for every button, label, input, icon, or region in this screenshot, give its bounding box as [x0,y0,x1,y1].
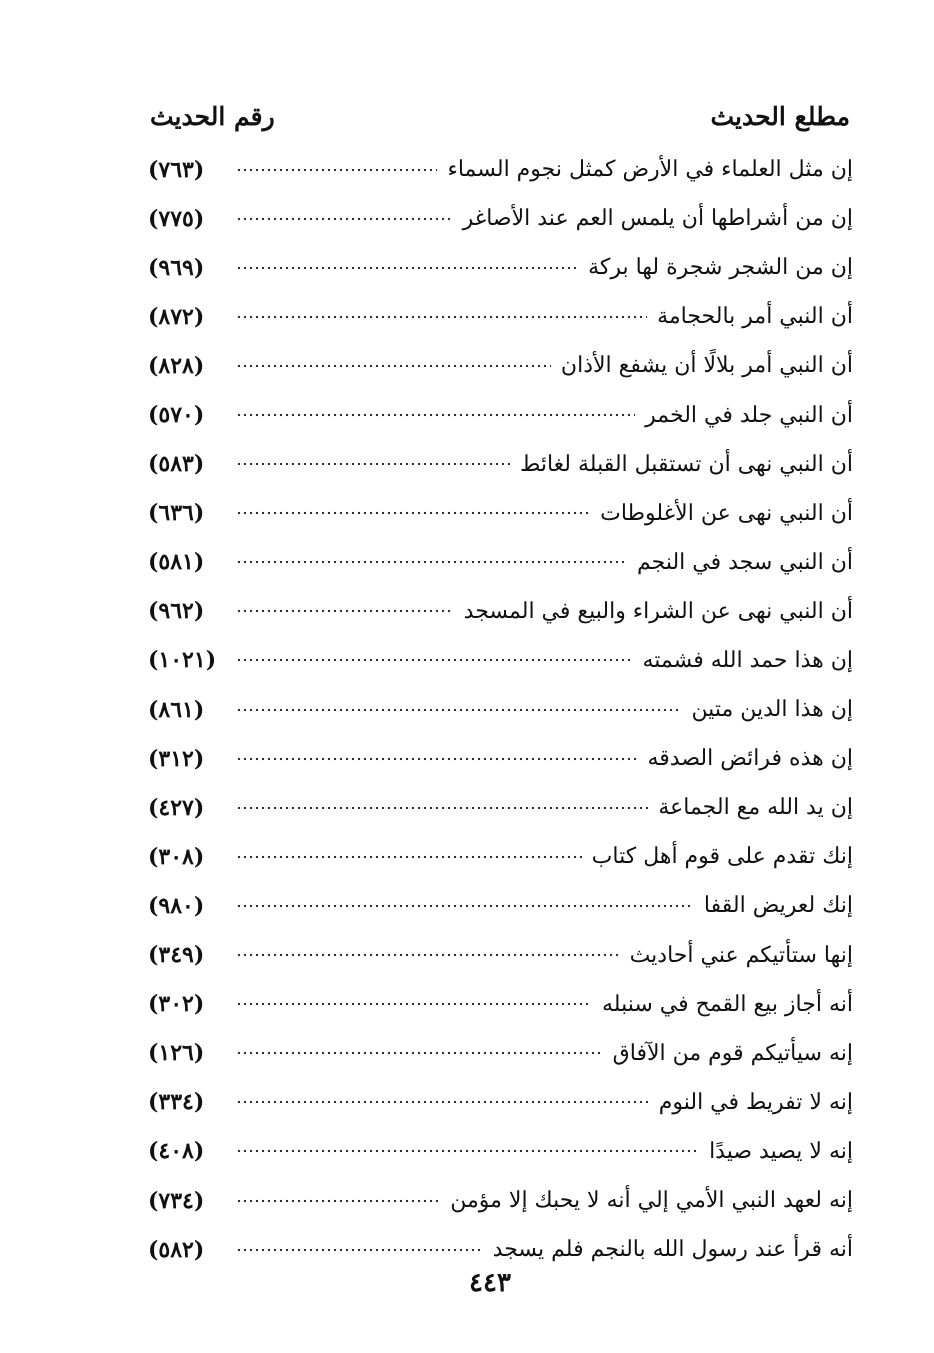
entry-text: إنه لا يصيد صيدًا [709,1138,853,1164]
index-entry [148,292,853,341]
entry-number: (٧٣٤) [148,1187,205,1214]
index-entry [148,1225,853,1274]
entry-text: إن من أشراطها أن يلمس العم عند الأصاغر [462,206,853,232]
entry-number: (٣٤٩) [148,942,205,969]
dot-leader [236,952,620,958]
entry-number: (٣١٢) [148,745,205,772]
dot-leader [236,314,647,320]
entry-text: أن النبي نهى أن تستقبل القبلة لغائط [519,451,853,477]
entry-number: (٥٨٣) [148,451,205,478]
dot-leader [236,412,635,418]
dot-leader [236,1001,592,1007]
dot-leader [236,461,510,467]
index-entry [148,390,853,439]
index-entry [148,881,853,930]
dot-leader [236,707,681,713]
entry-text: أن النبي أمر بالحجامة [657,304,853,330]
index-entry [148,980,853,1029]
entry-number: (٨٢٨) [148,352,205,379]
entry-text: إنك لعريض القفا [703,893,853,919]
dot-leader [236,559,627,565]
dot-leader [236,510,590,516]
dot-leader [236,1247,483,1253]
entry-text: إنه لا تفريط في النوم [658,1089,853,1115]
entry-text: إنه سيأتيكم قوم من الآفاق [612,1040,853,1066]
dot-leader [236,216,453,222]
header-hadith-number: رقم الحديث [150,101,275,131]
dot-leader [236,1099,649,1105]
dot-leader [236,903,694,909]
dot-leader [236,608,454,614]
dot-leader [236,854,582,860]
entry-number: (٦٣٦) [148,500,205,527]
dot-leader [236,1198,440,1204]
entry-number: (٧٦٣) [148,156,205,183]
entry-number: (٨٧٢) [148,303,205,330]
entry-text: إن يد الله مع الجماعة [658,795,853,821]
entry-number: (٥٨١) [148,549,205,576]
dot-leader [236,363,551,369]
entry-text: أن النبي جلد في الخمر [645,402,853,428]
entry-text: إنه لعهد النبي الأمي إلي أنه لا يحبك إلا مؤمن [450,1188,853,1214]
entry-text: أن النبي نهى عن الشراء والبيع في المسجد [463,598,853,624]
dot-leader [236,1148,699,1154]
column-headers [150,92,850,140]
dot-leader [236,657,632,663]
entry-text: إن هذه فرائض الصدقه [647,746,853,772]
entry-number: (٣٣٤) [148,1089,205,1116]
index-entry [148,145,853,194]
entry-number: (٩٦٩) [148,254,205,281]
dot-leader [236,756,637,762]
index-entry [148,538,853,587]
entry-text: إنها ستأتيكم عني أحاديث [629,942,853,968]
entry-number: (٩٦٢) [148,598,205,625]
entry-number: (١٠٢١) [148,647,217,674]
header-hadith-opening: مطلع الحديث [710,101,850,131]
entry-number: (٧٧٥) [148,205,205,232]
index-entry [148,783,853,832]
entry-number: (٤٢٧) [148,794,205,821]
entry-text: أن النبي سجد في النجم [636,549,853,575]
entry-number: (٤٠٨) [148,1138,205,1165]
index-entry [148,1176,853,1225]
index-entry [148,636,853,685]
index-entry [148,194,853,243]
page-number: ٤٤٣ [469,1268,511,1298]
entry-text: أنه قرأ عند رسول الله بالنجم فلم يسجد [492,1237,853,1263]
entry-text: أنه أجاز بيع القمح في سنبله [601,991,853,1017]
entry-text: إن هذا حمد الله فشمته [642,647,853,673]
index-entry [148,832,853,881]
index-entry [148,341,853,390]
index-entry [148,587,853,636]
entry-text: أن النبي نهى عن الأغلوطات [600,500,853,526]
dot-leader [236,1050,603,1056]
index-entry [148,685,853,734]
index-entry [148,1029,853,1078]
entry-text: إن هذا الدين متين [691,697,853,723]
entry-text: إن من الشجر شجرة لها بركة [588,255,853,281]
entry-text: إن مثل العلماء في الأرض كمثل نجوم السماء [447,157,853,183]
dot-leader [236,805,648,811]
entry-text: أن النبي أمر بلالًا أن يشفع الأذان [560,353,853,379]
index-entry [148,1127,853,1176]
index-entry [148,734,853,783]
index-entry [148,931,853,980]
entry-number: (٣٠٢) [148,991,205,1018]
entry-number: (٥٧٠) [148,402,205,429]
index-entry [148,1078,853,1127]
index-entry [148,440,853,489]
dot-leader [236,167,437,173]
entry-number: (٣٠٨) [148,843,205,870]
entry-number: (٥٨٢) [148,1236,205,1263]
dot-leader [236,265,578,271]
index-entry [148,489,853,538]
entry-number: (٨٦١) [148,696,205,723]
entry-text: إنك تقدم على قوم أهل كتاب [591,844,853,870]
index-entries [148,145,853,1274]
index-entry [148,243,853,292]
entry-number: (١٢٦) [148,1040,205,1067]
entry-number: (٩٨٠) [148,892,205,919]
